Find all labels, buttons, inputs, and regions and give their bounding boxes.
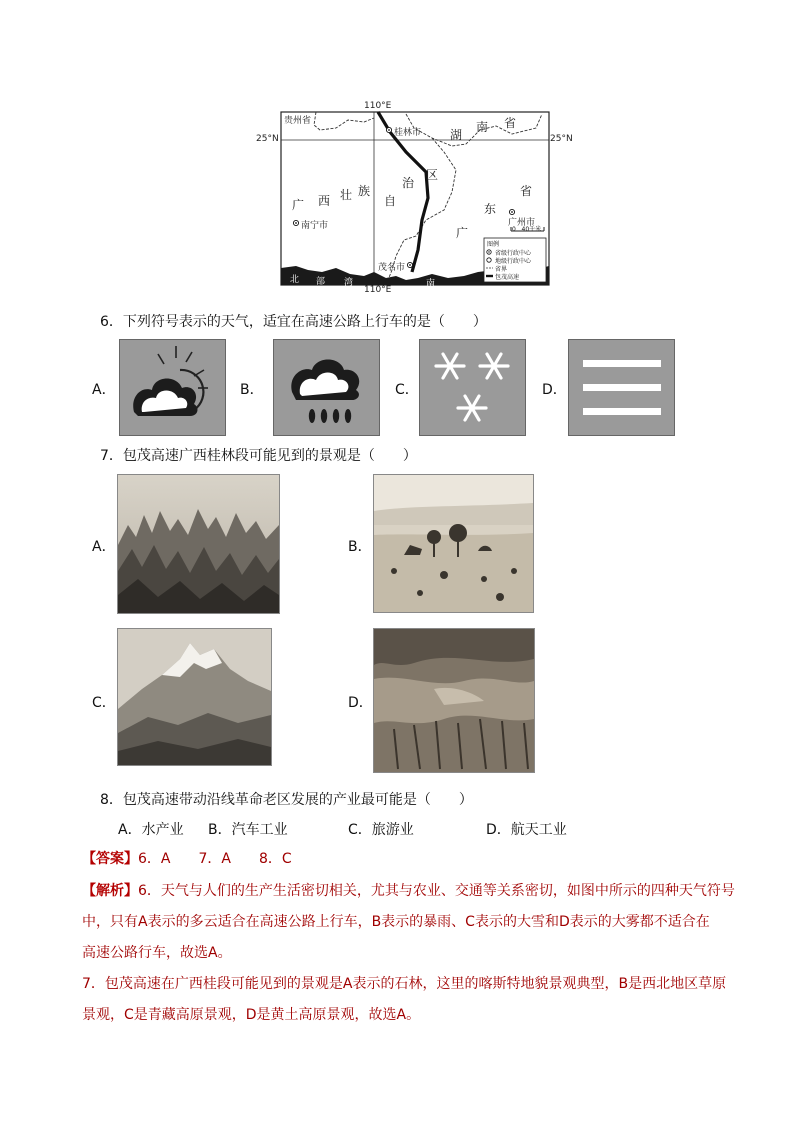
analysis-paragraph-1-line-1 <box>82 876 735 907</box>
map-label-guangdong-3: 省 <box>520 184 533 198</box>
q7-option-d-label: D． <box>348 695 373 711</box>
q7-option-a-label: A． <box>92 539 116 555</box>
weather-rainstorm-symbol <box>273 339 380 436</box>
q6-option-a-label: A． <box>92 382 116 398</box>
map-label-hunan-3: 省 <box>504 116 517 130</box>
q8-option-a: A．水产业 <box>118 822 184 838</box>
map-label-nanning: 南宁市 <box>301 221 329 231</box>
q8-option-b: B．汽车工业 <box>208 822 288 838</box>
snow-icon <box>420 340 525 435</box>
map-lat-left: 25°N <box>256 134 279 144</box>
map-label-maoming: 茂名市 <box>378 263 406 273</box>
map-sea-right: 南 <box>426 279 436 289</box>
karst-landscape-image <box>118 475 279 613</box>
analysis-tag: 【解析】 <box>82 883 138 899</box>
snow-mountain-image <box>118 629 271 765</box>
map-lon-bottom: 110°E <box>364 285 392 295</box>
map-label-guangdong-2: 东 <box>484 202 497 216</box>
map-lat-right: 25°N <box>550 134 573 144</box>
answer-line <box>82 844 292 875</box>
q6-option-d-label: D． <box>542 382 567 398</box>
photo-grassland-desert <box>373 474 534 613</box>
map-label-hunan-2: 南 <box>476 120 489 134</box>
rainstorm-icon <box>274 340 379 435</box>
map-label-guangxi-3: 壮 <box>340 188 353 202</box>
map-label-guangzhou: 广州市 <box>508 218 536 228</box>
q6-option-c-label: C． <box>395 382 419 398</box>
map-lon-top: 110°E <box>364 101 392 111</box>
map-figure <box>256 100 574 295</box>
weather-heavy-snow-symbol <box>419 339 526 436</box>
map-sea-left-2: 部 <box>316 277 326 287</box>
q8-option-d: D．航天工业 <box>486 822 567 838</box>
map-legend-item-3: 省界 <box>495 266 508 273</box>
question-6-stem: 6．下列符号表示的天气，适宜在高速公路上行车的是（ ） <box>100 314 487 330</box>
map-legend-item-4: 包茂高速 <box>495 274 520 281</box>
loess-plateau-image <box>374 629 534 772</box>
weather-cloudy-symbol <box>119 339 226 436</box>
question-8-stem: 8．包茂高速带动沿线革命老区发展的产业最可能是（ ） <box>100 792 473 808</box>
photo-qinghai-tibet-plateau <box>117 628 272 766</box>
analysis-paragraph-1-line-2: 中，只有A表示的多云适合在高速公路上行车，B表示的暴雨、C表示的大雪和D表示的大雾都不适合在 <box>82 914 710 930</box>
weather-fog-symbol <box>568 339 675 436</box>
map-label-hunan-1: 湖 <box>450 128 463 142</box>
map-label-guangxi-1: 广 <box>292 198 305 212</box>
answer-tag: 【答案】 <box>82 851 138 867</box>
q7-option-c-label: C． <box>92 695 116 711</box>
map-legend-item-2: 地级行政中心 <box>495 258 532 265</box>
analysis-block <box>82 876 735 1031</box>
q7-option-b-label: B． <box>348 539 372 555</box>
answer-values: 6．A 7．A 8．C <box>138 851 292 867</box>
analysis-paragraph-2-line-2: 景观，C是青藏高原景观，D是黄土高原景观，故选A。 <box>82 1007 421 1023</box>
northwest-grassland-image <box>374 475 533 612</box>
question-7-stem: 7．包茂高速广西桂林段可能见到的景观是（ ） <box>100 448 417 464</box>
map-label-guilin: 桂林市 <box>394 128 422 138</box>
analysis-paragraph-2-line-1: 7．包茂高速在广西桂段可能见到的景观是A表示的石林，这里的喀斯特地貌景观典型，B是西北地区草原 <box>82 976 727 992</box>
map-label-guangxi-6: 治 <box>402 176 415 190</box>
partly-cloudy-icon <box>120 340 225 435</box>
q8-option-c: C．旅游业 <box>348 822 414 838</box>
analysis-p1-text-1: 6．天气与人们的生产生活密切相关，尤其与农业、交通等关系密切，如图中所示的四种天气符号 <box>138 883 735 899</box>
map-legend-item-1: 省级行政中心 <box>495 250 532 257</box>
map-label-guangdong-1: 广 <box>456 226 469 240</box>
map-label-guangxi-2: 西 <box>318 194 331 208</box>
fog-icon <box>569 340 674 435</box>
analysis-paragraph-1-line-3: 高速公路行车，故选A。 <box>82 945 232 961</box>
map-sea-left-1: 北 <box>290 275 300 285</box>
photo-loess-plateau <box>373 628 535 773</box>
q6-option-b-label: B． <box>240 382 264 398</box>
map-label-guangxi-5: 自 <box>384 194 397 208</box>
map-label-guangxi-7: 区 <box>426 168 439 182</box>
map-label-guangxi-4: 族 <box>358 184 371 198</box>
map-label-guizhou: 贵州省 <box>284 116 312 126</box>
map-sea-left-3: 湾 <box>344 278 354 288</box>
photo-stone-forest <box>117 474 280 614</box>
map-scale-label: 0 40千米 <box>512 226 542 233</box>
map-legend-title: 图例 <box>487 241 500 248</box>
